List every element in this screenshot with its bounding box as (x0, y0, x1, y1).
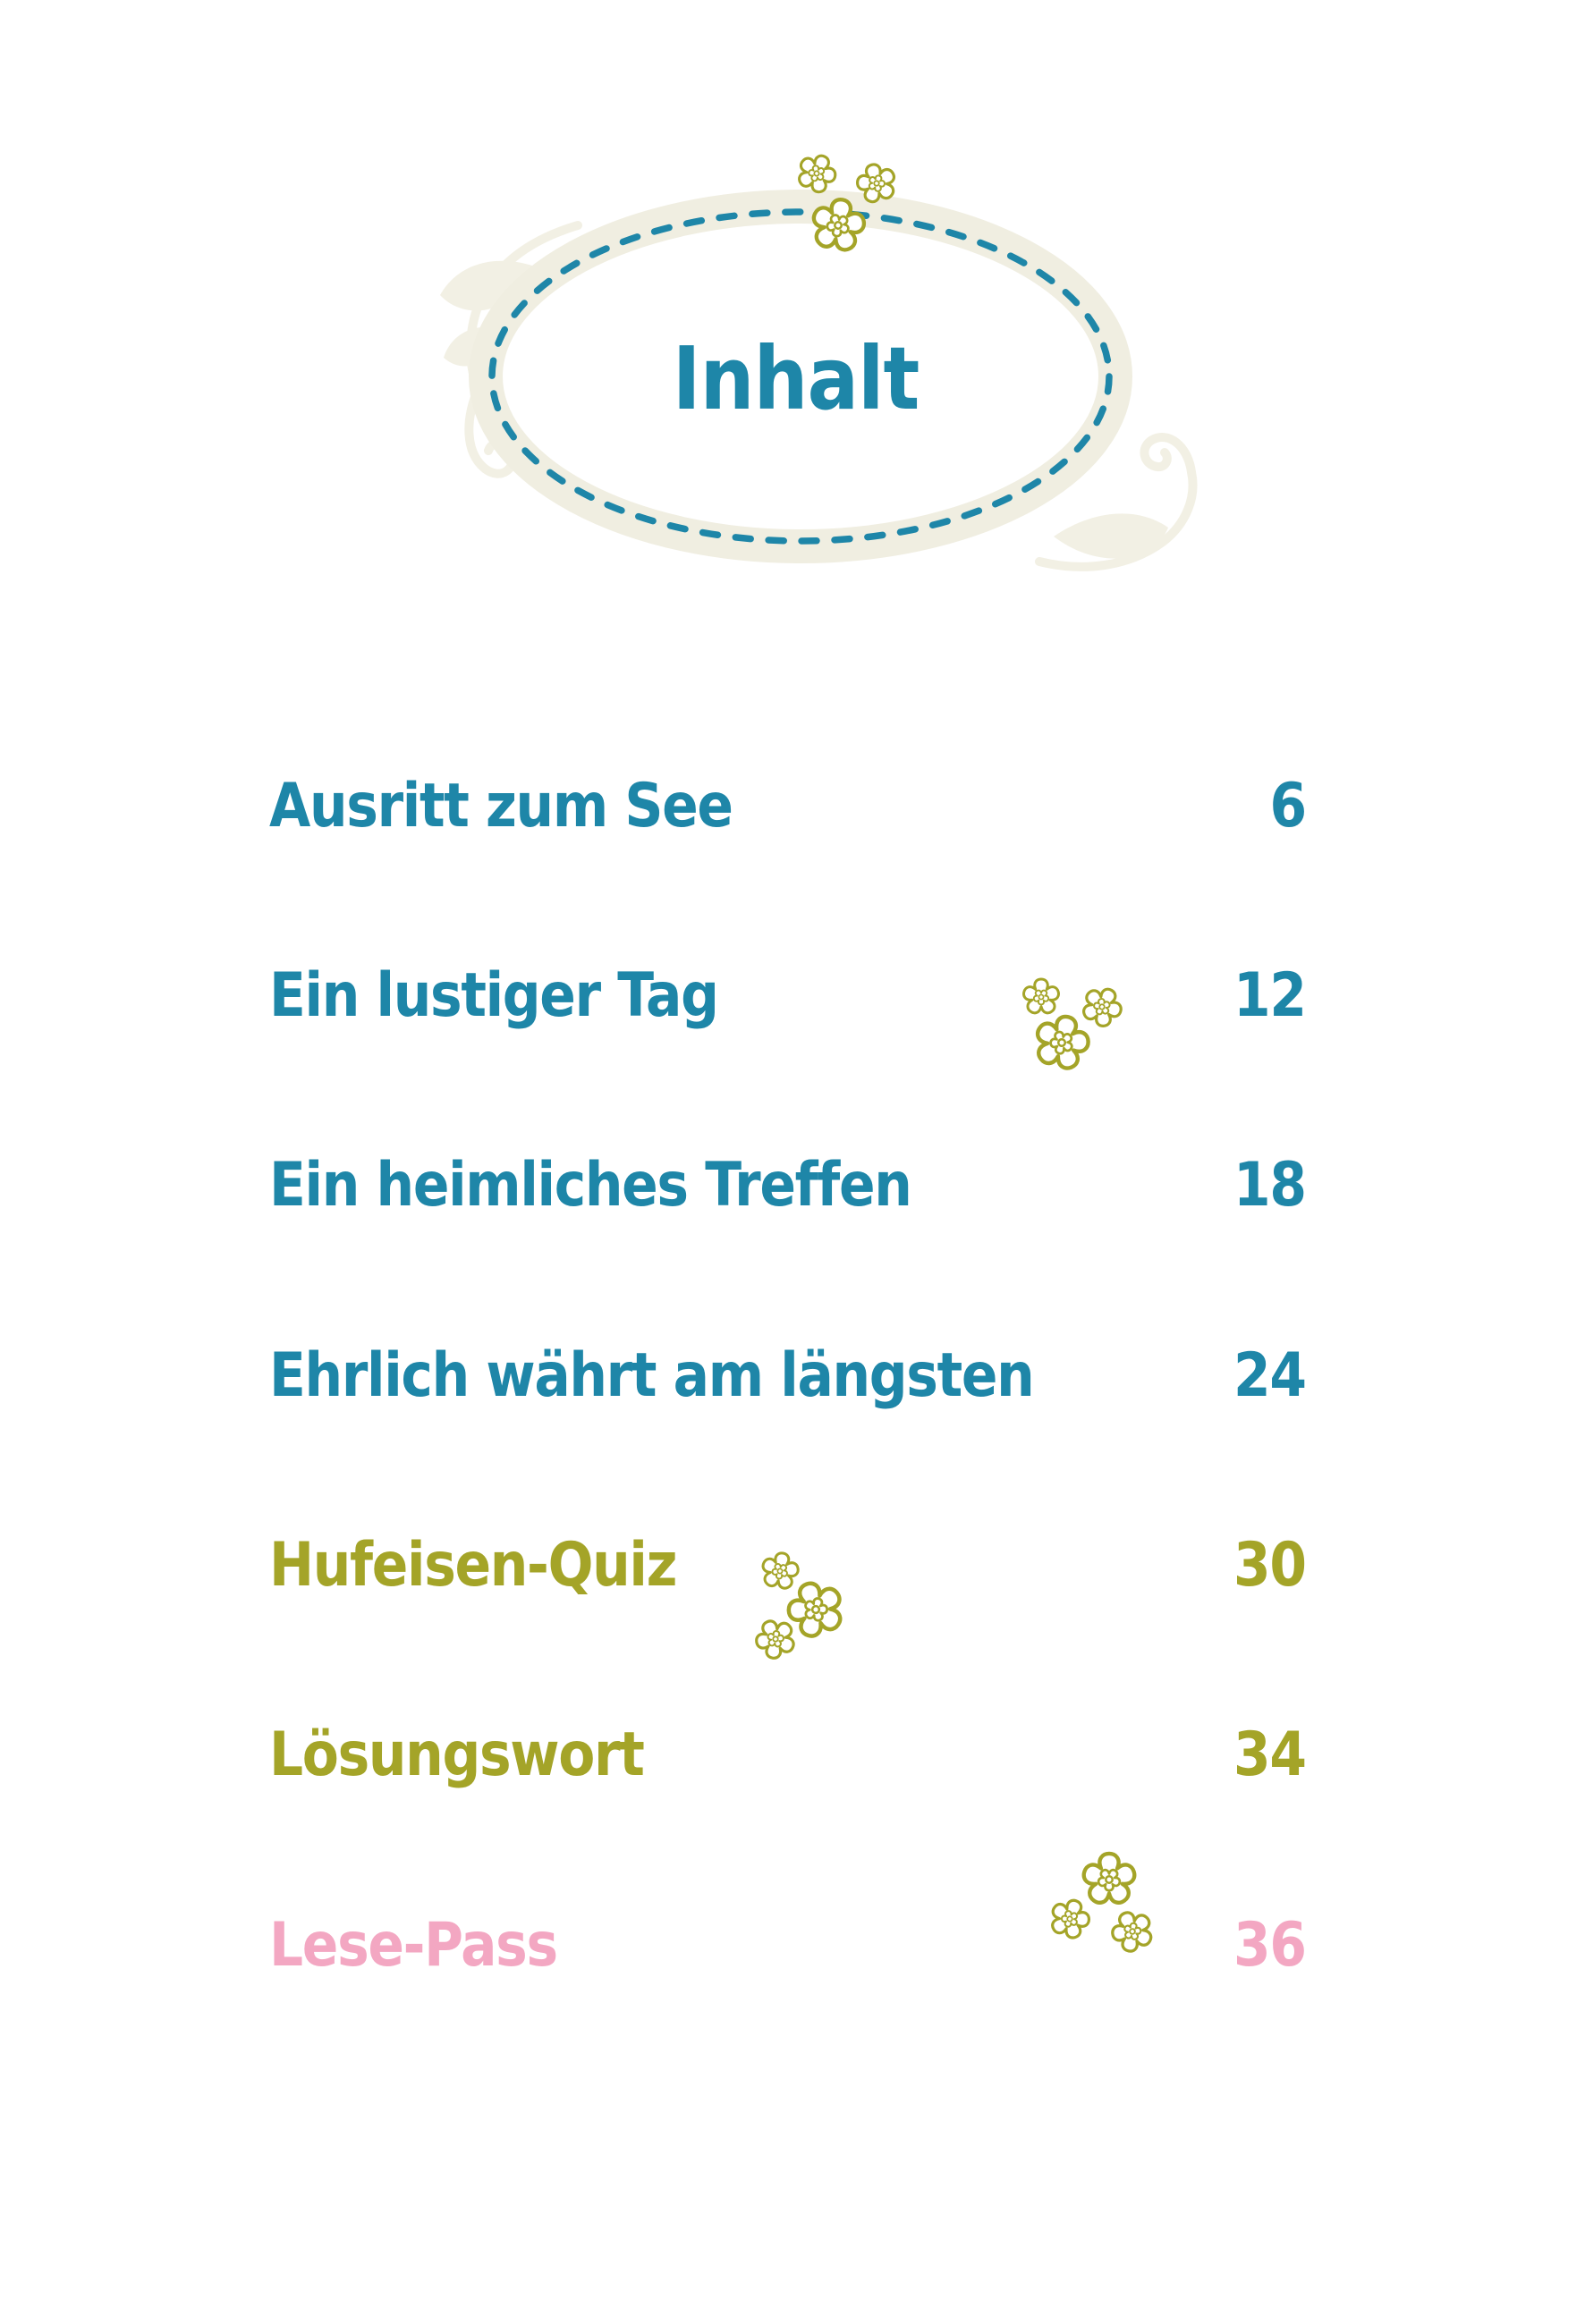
page-title (4, 328, 1585, 429)
toc-entry-page-number: 36 (1233, 1910, 1306, 1981)
blossom-icon (793, 149, 841, 197)
toc-entry-label: Lese-Pass (269, 1910, 557, 1981)
toc-entry-page-number: 24 (1233, 1340, 1306, 1411)
toc-entry-label: Ausritt zum See (269, 771, 733, 841)
toc-entry-page-number: 34 (1233, 1720, 1306, 1790)
toc-entry-page-number: 18 (1233, 1150, 1306, 1221)
toc-entry-page-number: 30 (1233, 1530, 1306, 1601)
blossom-icon (1084, 1854, 1134, 1903)
toc-entry-label: Lösungswort (269, 1720, 644, 1790)
toc-entry-label: Hufeisen-Quiz (269, 1530, 677, 1601)
toc-entry-page-number: 12 (1233, 960, 1306, 1031)
toc-entry-label: Ein lustiger Tag (269, 960, 718, 1031)
toc-entry-label: Ein heimliches Treffen (269, 1150, 911, 1221)
toc-entry-page-number: 6 (1269, 771, 1306, 841)
toc-entry-label: Ehrlich währt am längsten (269, 1340, 1034, 1411)
page-title-text: Inhalt (673, 328, 920, 429)
